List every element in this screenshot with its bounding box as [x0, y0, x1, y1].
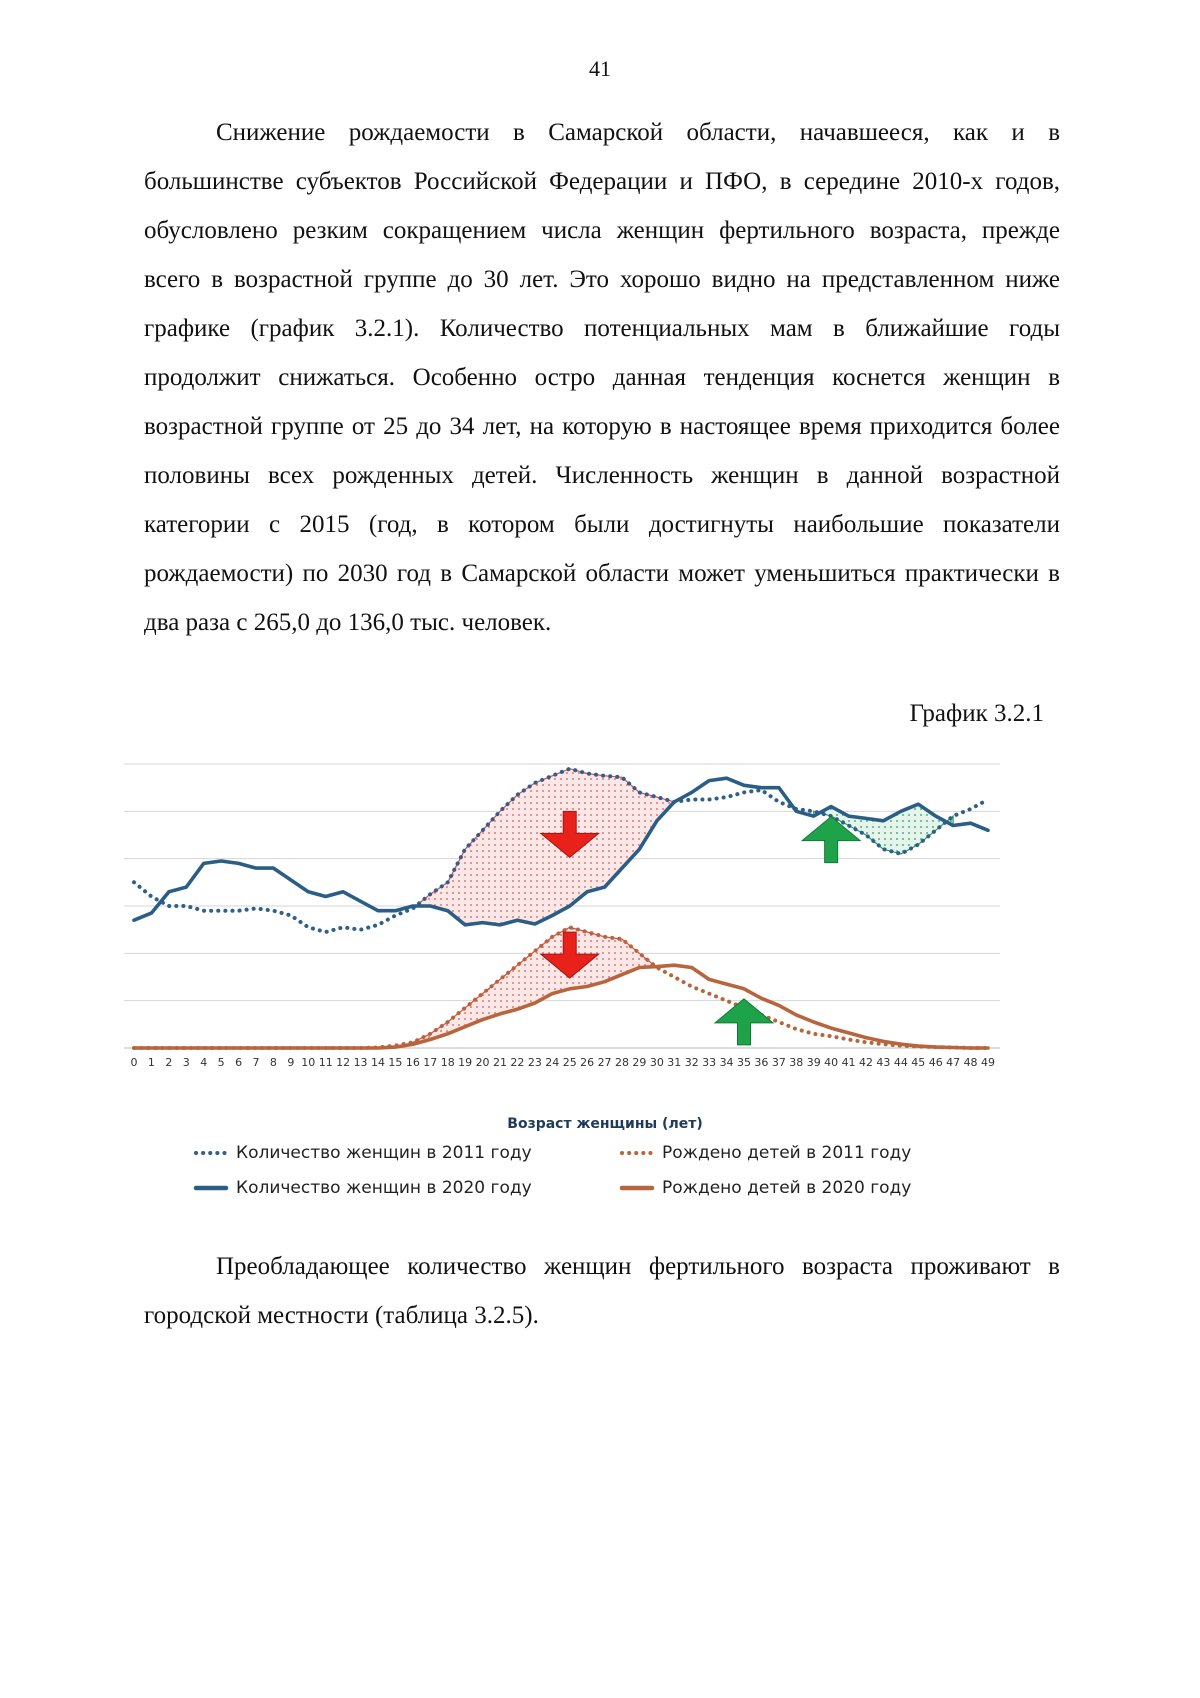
- x-tick-label: 27: [597, 1056, 612, 1069]
- x-axis-title: Возраст женщины (лет): [507, 1116, 703, 1132]
- legend-label: Количество женщин в 2011 году: [236, 1143, 532, 1163]
- x-tick-label: 16: [405, 1056, 420, 1069]
- x-tick-label: 46: [928, 1056, 943, 1069]
- x-tick-label: 33: [702, 1056, 717, 1069]
- x-tick-label: 45: [911, 1056, 926, 1069]
- x-tick-label: 38: [789, 1056, 804, 1069]
- x-tick-label: 30: [649, 1056, 664, 1069]
- x-tick-layer: [131, 1056, 996, 1069]
- x-tick-label: 44: [893, 1056, 908, 1069]
- x-tick-label: 25: [562, 1056, 577, 1069]
- x-tick-label: 36: [754, 1056, 769, 1069]
- x-tick-label: 24: [545, 1056, 560, 1069]
- x-tick-label: 15: [388, 1056, 403, 1069]
- x-tick-label: 3: [182, 1056, 190, 1069]
- x-tick-label: 12: [336, 1056, 351, 1069]
- x-tick-label: 1: [147, 1056, 155, 1069]
- x-tick-label: 49: [981, 1056, 995, 1069]
- x-tick-label: 11: [318, 1056, 333, 1069]
- x-tick-label: 31: [667, 1056, 682, 1069]
- x-tick-label: 5: [217, 1056, 225, 1069]
- x-tick-label: 23: [527, 1056, 542, 1069]
- x-tick-label: 10: [301, 1056, 316, 1069]
- x-tick-label: 43: [876, 1056, 891, 1069]
- x-tick-label: 19: [458, 1056, 473, 1069]
- x-tick-label: 34: [719, 1056, 734, 1069]
- x-tick-label: 14: [371, 1056, 385, 1069]
- x-tick-label: 21: [493, 1056, 507, 1069]
- paragraph-2: [144, 1242, 1060, 1340]
- up-arrow-icon: [715, 999, 773, 1045]
- x-tick-label: 42: [859, 1056, 873, 1069]
- x-tick-label: 20: [475, 1056, 490, 1069]
- x-tick-label: 7: [252, 1056, 260, 1069]
- x-tick-label: 28: [615, 1056, 629, 1069]
- x-tick-label: 2: [165, 1056, 173, 1069]
- x-tick-label: 0: [130, 1056, 138, 1069]
- x-tick-label: 39: [806, 1056, 821, 1069]
- x-tick-label: 37: [771, 1056, 786, 1069]
- line-chart: [120, 758, 1090, 1198]
- chart-caption: График 3.2.1: [909, 700, 1044, 727]
- x-tick-label: 9: [287, 1056, 295, 1069]
- x-tick-label: 18: [440, 1056, 455, 1069]
- x-tick-label: 41: [841, 1056, 856, 1069]
- x-tick-label: 13: [353, 1056, 368, 1069]
- x-tick-label: 32: [684, 1056, 699, 1069]
- x-tick-label: 40: [824, 1056, 839, 1069]
- x-tick-label: 48: [963, 1056, 978, 1069]
- decline-region-births: [413, 927, 657, 1044]
- x-tick-label: 8: [269, 1056, 277, 1069]
- legend-label: Рождено детей в 2020 году: [662, 1178, 912, 1198]
- decline-region-women: [413, 769, 674, 925]
- legend-label: Количество женщин в 2020 году: [236, 1178, 532, 1198]
- chart-svg: [120, 758, 1090, 1198]
- x-tick-label: 29: [632, 1056, 647, 1069]
- x-tick-label: 4: [200, 1056, 208, 1069]
- paragraph-1-text: Снижение рождаемости в Самарской области, начавшееся, как и в большинстве субъектов Российской Федерации и ПФО, в середине 2010-х годов, обусловлено резким сокращением числа женщин фертильного возраста, прежде всего в возрастной группе до 30 лет. Это хорошо видно на представленном ниже графике (график 3.2.1). Количество потенциальных мам в ближайшие годы продолжит снижаться. Особенно остро данная тенденция коснется женщин в возрастной группе от 25 до 34 лет, на которую в настоящее время приходится более половины всех рожденных детей. Численность женщин в данной возрастной категории с 2015 (год, в котором были достигнуты наибольшие показатели рождаемости) по 2030 год в Самарской области может уменьшиться практически в два раза с 265,0 до 136,0 тыс. человек.: [144, 119, 1060, 636]
- paragraph-1: [144, 108, 1060, 647]
- x-tick-label: 17: [423, 1056, 438, 1069]
- x-tick-label: 22: [510, 1056, 525, 1069]
- x-tick-label: 6: [235, 1056, 243, 1069]
- legend-label: Рождено детей в 2011 году: [662, 1143, 912, 1163]
- legend: [196, 1143, 911, 1198]
- page-number: 41: [589, 56, 611, 81]
- x-tick-label: 47: [946, 1056, 961, 1069]
- paragraph-2-text: Преобладающее количество женщин фертильного возраста проживают в городской местности (таблица 3.2.5).: [144, 1253, 1060, 1329]
- x-tick-label: 35: [737, 1056, 751, 1069]
- x-tick-label: 26: [580, 1056, 595, 1069]
